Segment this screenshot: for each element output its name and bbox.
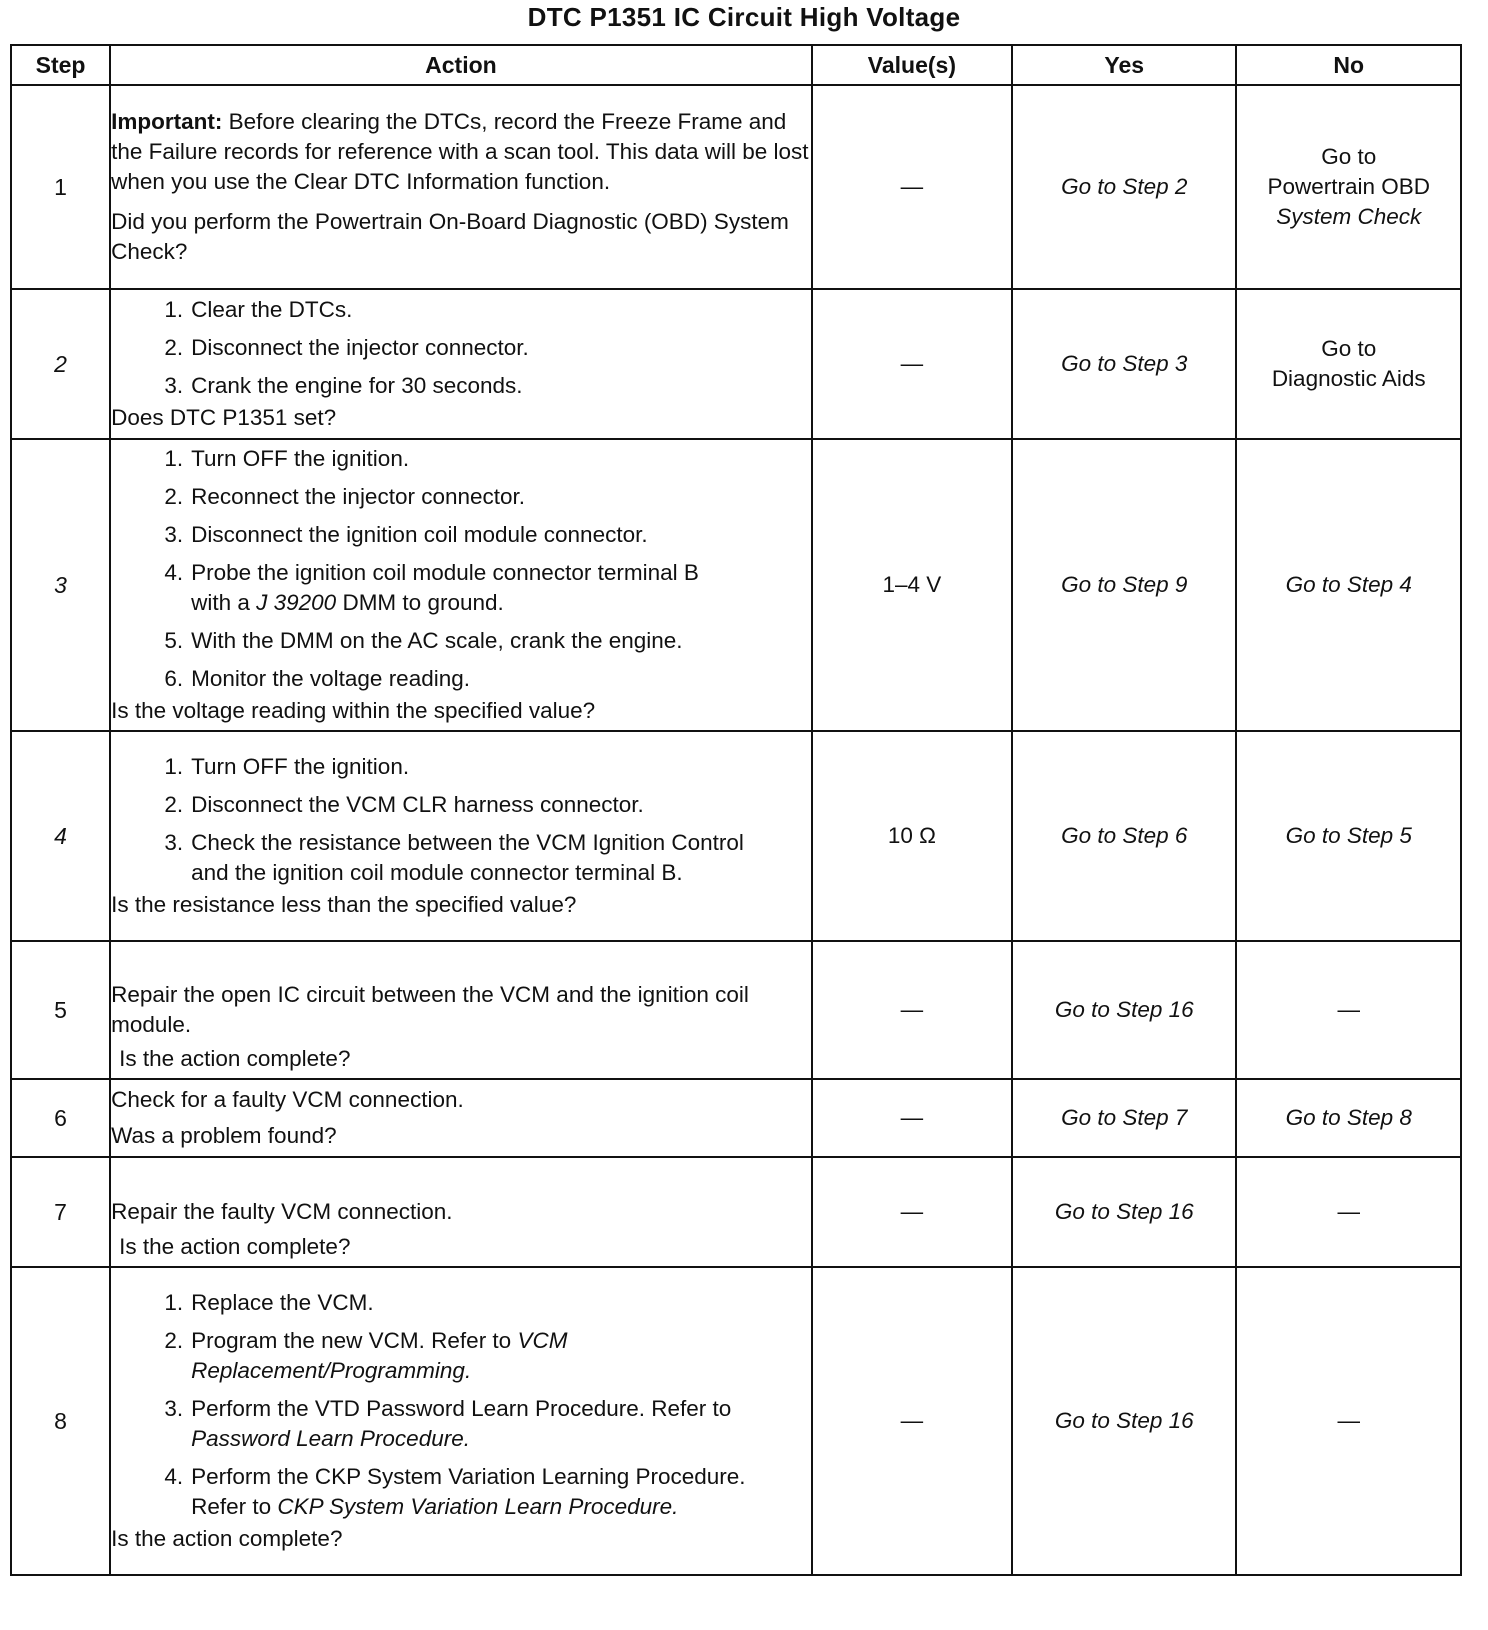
value-cell: 1–4 V bbox=[812, 439, 1012, 731]
list-item: 2. Reconnect the injector connector. bbox=[164, 484, 526, 509]
action-cell bbox=[110, 1267, 812, 1575]
action-cell bbox=[110, 289, 812, 439]
page-title: DTC P1351 IC Circuit High Voltage bbox=[527, 2, 961, 32]
no-value: — bbox=[1236, 1267, 1461, 1575]
action-text: Check for a faulty VCM connection. bbox=[111, 1087, 464, 1112]
no-link[interactable] bbox=[1236, 85, 1461, 289]
action-cell bbox=[110, 1157, 812, 1267]
step-number: 7 bbox=[11, 1157, 110, 1267]
no-value: — bbox=[1236, 1157, 1461, 1267]
tool-reference: J 39200 bbox=[256, 590, 337, 615]
action-cell bbox=[110, 1079, 812, 1157]
question: Is the resistance less than the specified value? bbox=[111, 892, 577, 917]
action-cell bbox=[110, 731, 812, 941]
table-row bbox=[11, 941, 1461, 1079]
step-number: 4 bbox=[11, 731, 110, 941]
reference-link[interactable]: Password Learn Procedure. bbox=[191, 1426, 470, 1451]
table-row bbox=[11, 1267, 1461, 1575]
list-item: 2. Disconnect the injector connector. bbox=[164, 335, 529, 360]
reference-link[interactable]: CKP System Variation Learn Procedure. bbox=[277, 1494, 679, 1519]
step-list bbox=[111, 752, 811, 888]
list-item: 4. Perform the CKP System Variation Learning Procedure. Refer to CKP System Variation Learn Procedure. bbox=[164, 1464, 746, 1519]
yes-link[interactable]: Go to Step 16 bbox=[1012, 1267, 1236, 1575]
list-item: 1. Turn OFF the ignition. bbox=[164, 446, 410, 471]
list-item: 5. With the DMM on the AC scale, crank the engine. bbox=[164, 628, 683, 653]
step-number: 2 bbox=[11, 289, 110, 439]
diagnostic-table bbox=[10, 44, 1462, 1576]
yes-link[interactable]: Go to Step 9 bbox=[1012, 439, 1236, 731]
step-list bbox=[111, 295, 811, 401]
value-cell: — bbox=[812, 1157, 1012, 1267]
action-cell bbox=[110, 439, 812, 731]
important-text: Before clearing the DTCs, record the Freeze Frame and the Failure records for reference with a scan tool. This data will be lost when you use the Clear DTC Information function. bbox=[111, 109, 809, 194]
yes-link[interactable]: Go to Step 3 bbox=[1012, 289, 1236, 439]
question: Did you perform the Powertrain On-Board Diagnostic (OBD) System Check? bbox=[111, 209, 789, 264]
no-link[interactable]: Go to Step 5 bbox=[1236, 731, 1461, 941]
list-item: 3. Crank the engine for 30 seconds. bbox=[164, 373, 523, 398]
yes-link[interactable]: Go to Step 16 bbox=[1012, 1157, 1236, 1267]
question: Was a problem found? bbox=[111, 1123, 337, 1148]
important-label: Important: bbox=[111, 109, 223, 134]
yes-link[interactable]: Go to Step 6 bbox=[1012, 731, 1236, 941]
yes-link[interactable]: Go to Step 7 bbox=[1012, 1079, 1236, 1157]
no-link[interactable]: Go to Step 4 bbox=[1236, 439, 1461, 731]
step-number: 1 bbox=[11, 85, 110, 289]
no-line: Powertrain OBD bbox=[1267, 174, 1431, 199]
step-number: 8 bbox=[11, 1267, 110, 1575]
header-yes: Yes bbox=[1012, 45, 1236, 85]
value-cell: — bbox=[812, 289, 1012, 439]
list-item: 1. Replace the VCM. bbox=[164, 1290, 374, 1315]
no-link[interactable]: Go to Step 8 bbox=[1236, 1079, 1461, 1157]
yes-link[interactable]: Go to Step 2 bbox=[1012, 85, 1236, 289]
list-item: 3. Perform the VTD Password Learn Procedure. Refer to Password Learn Procedure. bbox=[164, 1396, 732, 1451]
list-item: 2. Program the new VCM. Refer to VCM Replacement/Programming. bbox=[164, 1328, 568, 1383]
step-number: 6 bbox=[11, 1079, 110, 1157]
table-row bbox=[11, 439, 1461, 731]
list-item: 3. Check the resistance between the VCM Ignition Control and the ignition coil module connector terminal B. bbox=[164, 830, 744, 885]
step-number: 3 bbox=[11, 439, 110, 731]
table-row bbox=[11, 1079, 1461, 1157]
list-item: 6. Monitor the voltage reading. bbox=[164, 666, 470, 691]
table-row bbox=[11, 731, 1461, 941]
question: Is the action complete? bbox=[111, 1526, 343, 1551]
header-step: Step bbox=[11, 45, 110, 85]
value-cell: — bbox=[812, 1267, 1012, 1575]
header-action: Action bbox=[110, 45, 812, 85]
no-value: — bbox=[1236, 941, 1461, 1079]
no-line: Go to bbox=[1321, 336, 1377, 361]
value-cell: — bbox=[812, 85, 1012, 289]
reference-link[interactable]: VCM Replacement/Programming. bbox=[191, 1328, 568, 1383]
table-header-row bbox=[11, 45, 1461, 85]
table-row bbox=[11, 85, 1461, 289]
list-item: 2. Disconnect the VCM CLR harness connector. bbox=[164, 792, 644, 817]
step-list bbox=[111, 1288, 811, 1522]
header-values: Value(s) bbox=[812, 45, 1012, 85]
header-no: No bbox=[1236, 45, 1461, 85]
list-item: 1. Turn OFF the ignition. bbox=[164, 754, 410, 779]
value-cell: — bbox=[812, 941, 1012, 1079]
list-item: 3. Disconnect the ignition coil module connector. bbox=[164, 522, 648, 547]
question: Does DTC P1351 set? bbox=[111, 405, 337, 430]
no-link[interactable] bbox=[1236, 289, 1461, 439]
no-line: System Check bbox=[1276, 204, 1422, 229]
table-row bbox=[11, 289, 1461, 439]
value-cell: — bbox=[812, 1079, 1012, 1157]
no-line: Diagnostic Aids bbox=[1271, 366, 1426, 391]
list-item: 1. Clear the DTCs. bbox=[164, 297, 353, 322]
question: Is the voltage reading within the specified value? bbox=[111, 698, 596, 723]
important-note bbox=[111, 107, 811, 197]
question: Is the action complete? bbox=[119, 1046, 351, 1071]
question: Is the action complete? bbox=[119, 1234, 351, 1259]
yes-link[interactable]: Go to Step 16 bbox=[1012, 941, 1236, 1079]
action-text: Repair the faulty VCM connection. bbox=[111, 1199, 453, 1224]
value-cell: 10 Ω bbox=[812, 731, 1012, 941]
action-text: Repair the open IC circuit between the VCM and the ignition coil module. bbox=[111, 982, 749, 1037]
table-row bbox=[11, 1157, 1461, 1267]
step-list bbox=[111, 444, 811, 694]
action-cell bbox=[110, 941, 812, 1079]
list-item: 4. Probe the ignition coil module connector terminal B with a J 39200 DMM to ground. bbox=[164, 560, 699, 615]
step-number: 5 bbox=[11, 941, 110, 1079]
no-line: Go to bbox=[1321, 144, 1377, 169]
action-cell bbox=[110, 85, 812, 289]
